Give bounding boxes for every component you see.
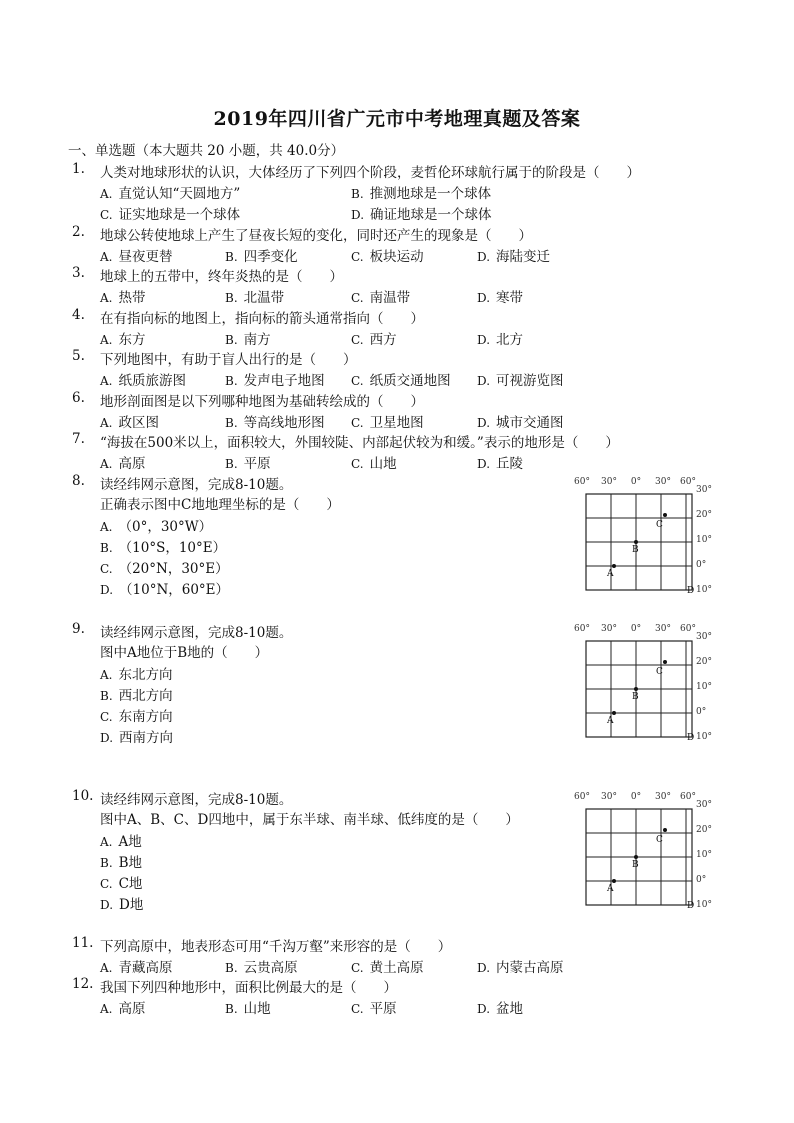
point-label: A — [607, 884, 614, 894]
option-b[interactable]: B. 山地 — [225, 1001, 271, 1017]
option-a[interactable]: A. A地 — [100, 834, 142, 850]
latitude-label: 10° — [696, 682, 712, 692]
longitude-label: 0° — [630, 477, 642, 487]
option-d[interactable]: D. （10°N，60°E） — [100, 582, 230, 598]
option-d[interactable]: D. 盆地 — [477, 1001, 524, 1017]
latitude-label: 0° — [696, 707, 707, 717]
longitude-label: 60° — [680, 624, 696, 634]
longitude-label: 30° — [655, 624, 671, 634]
latitude-labels — [696, 800, 712, 910]
option-c[interactable]: C. 黄土高原 — [351, 960, 424, 976]
point-dot — [634, 855, 638, 859]
option-c[interactable]: C. （20°N，30°E） — [100, 561, 229, 577]
point-label: B — [632, 692, 639, 702]
option-c[interactable]: C. 板块运动 — [351, 249, 424, 265]
document-title: 2019年四川省广元市中考地理真题及答案 — [213, 108, 581, 130]
section-heading: 一、单选题（本大题共 20 小题，共 40.0分） — [68, 143, 345, 159]
graticule-figure — [574, 470, 724, 604]
longitude-label: 30° — [655, 477, 671, 487]
option-c[interactable]: C. 卫星地图 — [351, 415, 424, 431]
longitude-label: 60° — [680, 477, 696, 487]
longitude-label: 30° — [601, 792, 617, 802]
latitude-label: 0° — [696, 560, 707, 570]
point-dot — [612, 564, 616, 568]
point-label: D — [687, 901, 695, 911]
point-dot — [634, 687, 638, 691]
option-d[interactable]: D. 内蒙古高原 — [477, 960, 564, 976]
question-number: 2. — [72, 224, 85, 240]
question-number: 7. — [72, 431, 85, 447]
question-stem: 地球上的五带中，终年炎热的是（ ） — [100, 269, 343, 285]
question-number: 3. — [72, 265, 85, 281]
point-label: C — [656, 835, 663, 845]
longitude-label: 30° — [601, 477, 617, 487]
option-b[interactable]: B. 等高线地形图 — [225, 415, 325, 431]
question-stem: 在有指向标的地图上，指向标的箭头通常指向（ ） — [100, 311, 424, 327]
option-b[interactable]: B. B地 — [100, 855, 143, 871]
latitude-label: 10° — [696, 850, 712, 860]
grid-lines — [586, 809, 692, 905]
longitude-labels — [574, 477, 696, 487]
question-number: 1. — [72, 161, 85, 177]
longitude-label: 30° — [601, 624, 617, 634]
option-b[interactable]: B. （10°S，10°E） — [100, 540, 227, 556]
option-a[interactable]: A. 昼夜更替 — [100, 249, 173, 265]
option-a[interactable]: A. 直觉认知“天圆地方” — [100, 186, 241, 202]
option-d[interactable]: D. D地 — [100, 897, 144, 913]
point-label: D — [687, 733, 695, 743]
option-a[interactable]: A. 纸质旅游图 — [100, 373, 186, 389]
point-dot — [663, 513, 667, 517]
point-label: D — [687, 586, 695, 596]
longitude-label: 60° — [680, 792, 696, 802]
latitude-label: 10° — [696, 535, 712, 545]
question-number: 8. — [72, 473, 85, 489]
option-a[interactable]: A. 热带 — [100, 290, 146, 306]
question-stem: 读经纬网示意图，完成8-10题。 — [100, 477, 293, 493]
option-c[interactable]: C. 纸质交通地图 — [351, 373, 451, 389]
question-stem: 我国下列四种地形中，面积比例最大的是（ ） — [100, 980, 397, 996]
option-d[interactable]: D. 寒带 — [477, 290, 524, 306]
longitude-label: 60° — [574, 624, 590, 634]
question-number: 10. — [72, 788, 94, 804]
option-b[interactable]: B. 发声电子地图 — [225, 373, 325, 389]
question-number: 9. — [72, 621, 85, 637]
option-b[interactable]: B. 四季变化 — [225, 249, 298, 265]
option-a[interactable]: A. 高原 — [100, 456, 146, 472]
option-c[interactable]: C. 证实地球是一个球体 — [100, 207, 241, 223]
latitude-label: 10° — [696, 900, 712, 910]
points — [606, 828, 694, 911]
latitude-label: 20° — [696, 825, 712, 835]
option-c[interactable]: C. 东南方向 — [100, 709, 173, 725]
longitude-label: 60° — [574, 477, 590, 487]
option-a[interactable]: A. 高原 — [100, 1001, 146, 1017]
longitude-labels — [574, 792, 696, 802]
point-label: C — [656, 520, 663, 530]
question-number: 4. — [72, 307, 85, 323]
question-stem: 人类对地球形状的认识，大体经历了下列四个阶段，麦哲伦环球航行属于的阶段是（ ） — [100, 165, 640, 181]
points — [606, 660, 694, 743]
graticule-map — [574, 470, 724, 600]
point-dot — [634, 540, 638, 544]
latitude-label: 30° — [696, 632, 712, 642]
grid-lines — [586, 494, 692, 590]
option-c[interactable]: C. 南温带 — [351, 290, 411, 306]
option-b[interactable]: B. 北温带 — [225, 290, 285, 306]
point-dot — [612, 711, 616, 715]
latitude-labels — [696, 632, 712, 742]
grid-lines — [586, 641, 692, 737]
option-b[interactable]: B. 平原 — [225, 456, 271, 472]
option-a[interactable]: A. 东方 — [100, 332, 146, 348]
latitude-label: 20° — [696, 510, 712, 520]
question-number: 6. — [72, 390, 85, 406]
point-label: A — [607, 716, 614, 726]
question-stem: 下列地图中，有助于盲人出行的是（ ） — [100, 352, 357, 368]
point-dot — [612, 879, 616, 883]
point-dot — [663, 828, 667, 832]
point-label: A — [607, 569, 614, 579]
graticule-figure — [574, 617, 724, 751]
latitude-label: 20° — [696, 657, 712, 667]
question-sub-stem: 图中A、B、C、D四地中，属于东半球、南半球、低纬度的是（ ） — [100, 812, 519, 828]
question-number: 11. — [72, 935, 94, 951]
option-d[interactable]: D. 西南方向 — [100, 730, 174, 746]
latitude-label: 10° — [696, 732, 712, 742]
longitude-label: 0° — [630, 624, 642, 634]
point-label: B — [632, 545, 639, 555]
points — [606, 513, 694, 596]
option-a[interactable]: A. （0°，30°W） — [100, 519, 213, 535]
option-d[interactable]: D. 海陆变迁 — [477, 249, 551, 265]
latitude-label: 0° — [696, 875, 707, 885]
option-a[interactable]: A. 东北方向 — [100, 667, 173, 683]
question-stem: 地球公转使地球上产生了昼夜长短的变化，同时还产生的现象是（ ） — [100, 228, 532, 244]
question-stem: 地形剖面图是以下列哪种地图为基础转绘成的（ ） — [100, 394, 424, 410]
option-d[interactable]: D. 可视游览图 — [477, 373, 564, 389]
longitude-label: 60° — [574, 792, 590, 802]
option-b[interactable]: B. 西北方向 — [100, 688, 173, 704]
question-stem: 读经纬网示意图，完成8-10题。 — [100, 625, 293, 641]
option-b[interactable]: B. 南方 — [225, 332, 271, 348]
option-c[interactable]: C. 西方 — [351, 332, 397, 348]
question-stem: “海拔在500米以上，面积较大，外围较陡、内部起伏较为和缓。”表示的地形是（ ） — [100, 435, 619, 451]
longitude-labels — [574, 624, 696, 634]
point-label: B — [632, 860, 639, 870]
question-stem: 下列高原中，地表形态可用“千沟万壑”来形容的是（ ） — [100, 939, 452, 955]
option-c[interactable]: C. 平原 — [351, 1001, 397, 1017]
option-a[interactable]: A. 政区图 — [100, 415, 159, 431]
option-d[interactable]: D. 北方 — [477, 332, 524, 348]
point-label: C — [656, 667, 663, 677]
option-b[interactable]: B. 云贵高原 — [225, 960, 298, 976]
option-b[interactable]: B. 推测地球是一个球体 — [351, 186, 492, 202]
graticule-map — [574, 617, 724, 747]
option-c[interactable]: C. 山地 — [351, 456, 397, 472]
option-d[interactable]: D. 丘陵 — [477, 456, 524, 472]
question-stem: 读经纬网示意图，完成8-10题。 — [100, 792, 293, 808]
question-number: 12. — [72, 976, 94, 992]
point-dot — [663, 660, 667, 664]
option-a[interactable]: A. 青藏高原 — [100, 960, 173, 976]
option-c[interactable]: C. C地 — [100, 876, 143, 892]
latitude-label: 30° — [696, 485, 712, 495]
graticule-figure — [574, 785, 724, 919]
longitude-label: 30° — [655, 792, 671, 802]
question-sub-stem: 图中A地位于B地的（ ） — [100, 645, 269, 661]
graticule-map — [574, 785, 724, 915]
latitude-label: 30° — [696, 800, 712, 810]
longitude-label: 0° — [630, 792, 642, 802]
latitude-labels — [696, 485, 712, 595]
option-d[interactable]: D. 城市交通图 — [477, 415, 564, 431]
question-sub-stem: 正确表示图中C地地理坐标的是（ ） — [100, 497, 340, 513]
latitude-label: 10° — [696, 585, 712, 595]
question-number: 5. — [72, 348, 85, 364]
option-d[interactable]: D. 确证地球是一个球体 — [351, 207, 492, 223]
